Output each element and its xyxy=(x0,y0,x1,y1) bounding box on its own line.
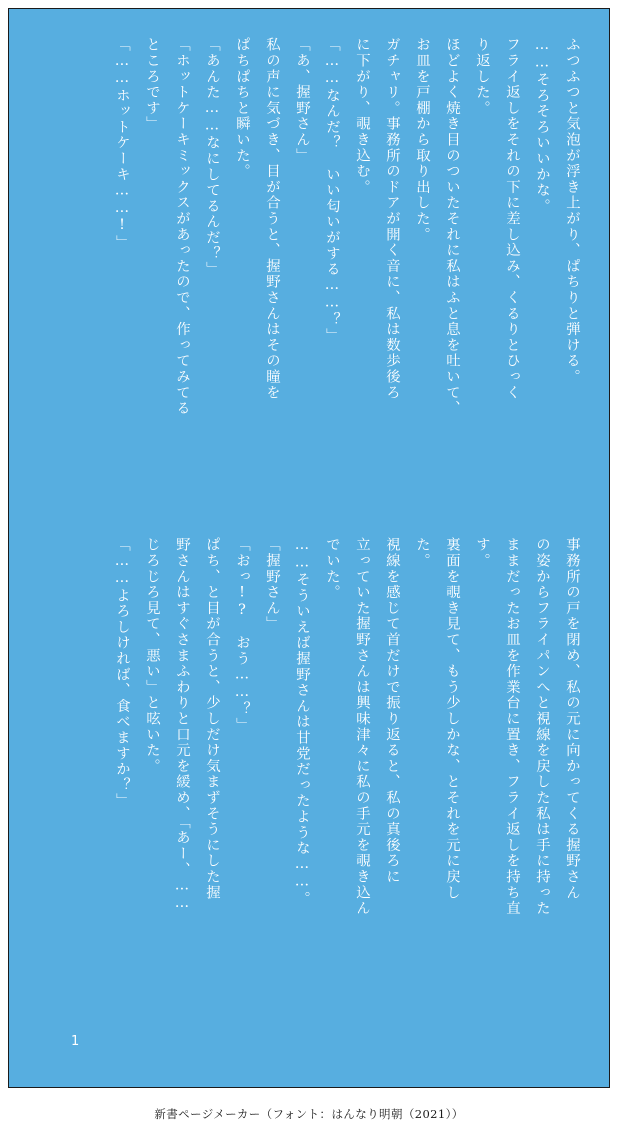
text-column: 野さんはすぐさまふわりと口元を緩め、「あー、…… xyxy=(174,537,190,913)
text-column: でいた。 xyxy=(324,537,340,601)
text-column: ぱち、と目が合うと、少しだけ気まずそうにした握 xyxy=(204,537,220,901)
text-block-lower xyxy=(27,537,587,1037)
text-column: 「あ、握野さん」 xyxy=(294,37,310,164)
vertical-text-area xyxy=(27,37,587,1037)
text-column: ガチャリ。事務所のドアが開く音に、私は数歩後ろ xyxy=(384,37,400,401)
footer-credit: 新書ページメーカー（フォント：はんなり明朝（2021）） xyxy=(154,1107,464,1121)
text-column: ままだったお皿を作業台に置き、フライ返しを持ち直 xyxy=(504,537,520,917)
text-column: 「ホットケーキミックスがあったので、作ってみてる xyxy=(174,37,190,417)
text-block-upper xyxy=(27,37,587,537)
text-column: ふつふつと気泡が浮き上がり、ぱちりと弾ける。 xyxy=(564,37,580,385)
text-column: 「……ホットケーキ……!」 xyxy=(114,37,130,251)
text-column: に下がり、覗き込む。 xyxy=(354,37,370,195)
text-column: お皿を戸棚から取り出した。 xyxy=(414,37,430,243)
text-column: た。 xyxy=(414,537,430,569)
text-column: 立っていた握野さんは興味津々に私の手元を覗き込ん xyxy=(354,537,370,917)
text-column: の姿からフライパンへと視線を戻した私は手に持った xyxy=(534,537,550,917)
text-column: り返した。 xyxy=(474,37,490,116)
text-column: 「あんた……なにしてるんだ？」 xyxy=(204,37,220,278)
text-column: ……そろそろいいかな。 xyxy=(534,37,550,214)
text-column: ほどよく焼き目のついたそれに私はふと息を吐いて、 xyxy=(444,37,460,417)
text-column: 私の声に気づき、目が合うと、握野さんはその瞳を xyxy=(264,37,280,401)
text-column: ……そういえば握野さんは甘党だったような……。 xyxy=(294,537,310,907)
text-column: 裏面を覗き見て、もう少しかな、とそれを元に戻し xyxy=(444,537,460,901)
page-number: 1 xyxy=(71,1034,80,1049)
text-column: す。 xyxy=(474,537,490,569)
text-column: じろじろ見て、悪い」と呟いた。 xyxy=(144,537,160,774)
text-column: 「……なんだ？ いい匂いがする……？」 xyxy=(324,37,340,344)
text-column: 事務所の戸を閉め、私の元に向かってくる握野さん xyxy=(564,537,580,901)
text-column: 「……よろしければ、食べますか？」 xyxy=(114,537,130,809)
text-column: フライ返しをそれの下に差し込み、くるりとひっく xyxy=(504,37,520,401)
text-column: ところです」 xyxy=(144,37,160,132)
novel-page-sheet xyxy=(8,8,610,1088)
text-column: 「おっ!? おう……？」 xyxy=(234,537,250,733)
text-column: ぱちぱちと瞬いた。 xyxy=(234,37,250,180)
text-column: 「握野さん」 xyxy=(264,537,280,632)
text-column: 視線を感じて首だけで振り返ると、私の真後ろに xyxy=(384,537,400,885)
